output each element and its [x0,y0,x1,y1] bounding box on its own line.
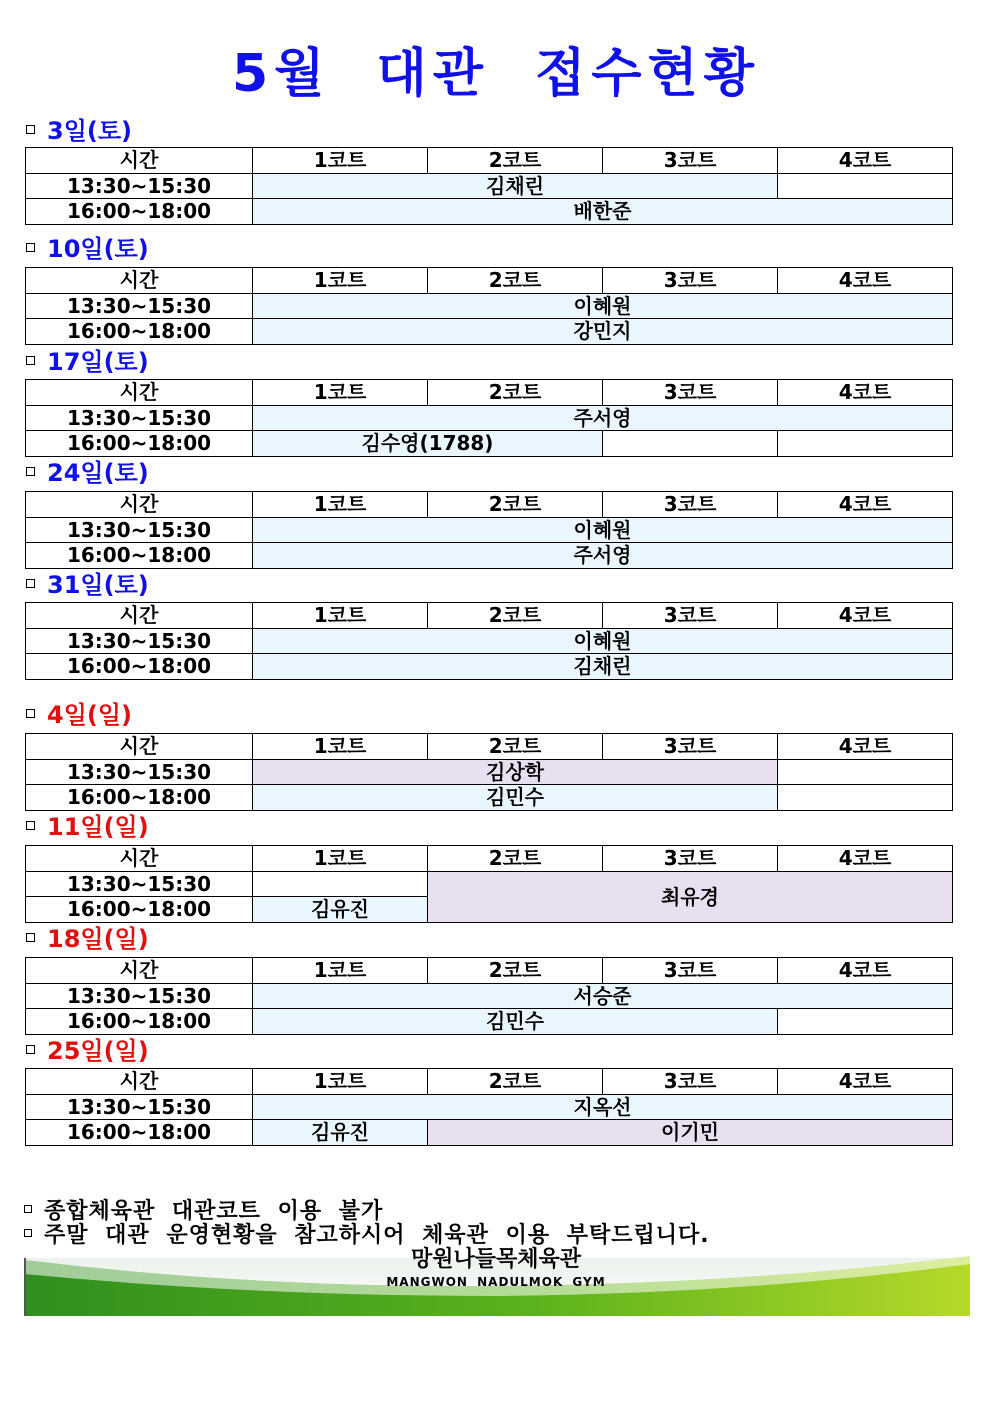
square-bullet-icon [26,1045,35,1054]
court-header: 4코트 [778,148,953,174]
booking-cell: 주서영 [253,543,953,569]
header-row [26,492,953,518]
time-slot: 13:30~15:30 [26,293,253,319]
day-heading [26,461,149,485]
table-row [26,319,953,345]
court-header: 1코트 [253,734,428,760]
square-bullet-icon [26,579,35,588]
court-header: 4코트 [778,492,953,518]
schedule-table [25,845,953,923]
day-heading [26,815,149,839]
square-bullet-icon [26,933,35,942]
court-header: 3코트 [603,734,778,760]
time-slot: 13:30~15:30 [26,517,253,543]
court-header: 1코트 [253,380,428,406]
time-slot: 13:30~15:30 [26,759,253,785]
booking-cell: 배한준 [253,199,953,225]
time-slot: 13:30~15:30 [26,405,253,431]
court-header: 4코트 [778,268,953,294]
time-header: 시간 [26,268,253,294]
time-slot: 16:00~18:00 [26,785,253,811]
table-row [26,1120,953,1146]
time-header: 시간 [26,846,253,872]
court-header: 2코트 [428,148,603,174]
empty-cell [253,871,428,897]
header-row [26,1069,953,1095]
booking-cell: 김채린 [253,173,778,199]
booking-cell: 지옥선 [253,1094,953,1120]
time-header: 시간 [26,380,253,406]
court-header: 3코트 [603,380,778,406]
court-header: 1코트 [253,1069,428,1095]
time-slot: 16:00~18:00 [26,897,253,923]
schedule-table [25,379,953,457]
court-header: 3코트 [603,603,778,629]
time-slot: 16:00~18:00 [26,1009,253,1035]
day-heading [26,237,149,261]
schedule-table [25,602,953,680]
day-heading [26,927,149,951]
square-bullet-icon [26,356,35,365]
court-header: 2코트 [428,380,603,406]
note-text: 주말 대관 운영현황을 참고하시어 체육관 이용 부탁드립니다. [44,1223,710,1248]
court-header: 3코트 [603,846,778,872]
table-row [26,199,953,225]
booking-cell: 김민수 [253,785,778,811]
time-slot: 16:00~18:00 [26,1120,253,1146]
court-header: 3코트 [603,1069,778,1095]
day-label: 17일(토) [47,348,149,376]
empty-cell [778,785,953,811]
court-header: 3코트 [603,148,778,174]
court-header: 2코트 [428,268,603,294]
day-label: 3일(토) [47,117,133,145]
table-row [26,431,953,457]
square-bullet-icon [26,467,35,476]
court-header: 4코트 [778,734,953,760]
time-slot: 16:00~18:00 [26,431,253,457]
schedule-table [25,147,953,225]
time-slot: 13:30~15:30 [26,1094,253,1120]
court-header: 2코트 [428,846,603,872]
court-header: 4코트 [778,603,953,629]
schedule-table [25,1068,953,1146]
schedule-table [25,267,953,345]
table-row [26,1009,953,1035]
note-text: 종합체육관 대관코트 이용 불가 [44,1199,384,1224]
header-row [26,603,953,629]
court-header: 1코트 [253,846,428,872]
header-row [26,734,953,760]
square-bullet-icon [26,125,35,134]
header-row [26,846,953,872]
table-row [26,173,953,199]
court-header: 3코트 [603,492,778,518]
day-label: 24일(토) [47,459,149,487]
square-bullet-icon [24,1205,32,1213]
booking-cell: 김수영(1788) [253,431,603,457]
court-header: 4코트 [778,1069,953,1095]
time-slot: 16:00~18:00 [26,199,253,225]
table-row [26,543,953,569]
court-header: 1코트 [253,958,428,984]
square-bullet-icon [24,1229,32,1237]
table-row [26,517,953,543]
schedule-table [25,733,953,811]
court-header: 4코트 [778,846,953,872]
day-heading [26,703,132,727]
time-slot: 16:00~18:00 [26,543,253,569]
time-slot: 13:30~15:30 [26,983,253,1009]
gym-english-name: MANGWON NADULMOK GYM [386,1275,606,1289]
booking-cell: 김채린 [253,654,953,680]
square-bullet-icon [26,709,35,718]
table-row [26,871,953,897]
booking-cell: 김상학 [253,759,778,785]
notes [24,1200,710,1248]
booking-cell: 이혜원 [253,628,953,654]
time-header: 시간 [26,148,253,174]
time-slot: 13:30~15:30 [26,871,253,897]
schedule-table [25,957,953,1035]
day-heading [26,119,132,143]
booking-cell: 주서영 [253,405,953,431]
time-header: 시간 [26,734,253,760]
booking-cell: 최유경 [428,871,953,922]
header-row [26,148,953,174]
court-header: 3코트 [603,958,778,984]
square-bullet-icon [26,243,35,252]
court-header: 1코트 [253,148,428,174]
court-header: 2코트 [428,958,603,984]
court-header: 2코트 [428,603,603,629]
table-row [26,785,953,811]
time-slot: 13:30~15:30 [26,173,253,199]
note-item [24,1200,710,1224]
time-header: 시간 [26,492,253,518]
header-row [26,958,953,984]
court-header: 4코트 [778,380,953,406]
court-header: 2코트 [428,1069,603,1095]
booking-cell: 서승준 [253,983,953,1009]
table-row [26,654,953,680]
court-header: 2코트 [428,734,603,760]
time-slot: 16:00~18:00 [26,319,253,345]
booking-cell: 이혜원 [253,293,953,319]
court-header: 3코트 [603,268,778,294]
day-heading [26,350,149,374]
header-row [26,268,953,294]
day-label: 10일(토) [47,235,149,263]
table-row [26,1094,953,1120]
booking-cell: 이혜원 [253,517,953,543]
page-title: 5월 대관 접수현황 [231,44,760,104]
court-header: 1코트 [253,603,428,629]
empty-cell [778,759,953,785]
booking-cell: 김유진 [253,1120,428,1146]
time-header: 시간 [26,1069,253,1095]
time-header: 시간 [26,958,253,984]
schedule-table [25,491,953,569]
table-row [26,405,953,431]
day-label: 18일(일) [47,925,149,953]
header-row [26,380,953,406]
booking-cell: 김유진 [253,897,428,923]
empty-cell [778,1009,953,1035]
empty-cell [603,431,778,457]
court-header: 1코트 [253,492,428,518]
note-item [24,1224,710,1248]
table-row [26,983,953,1009]
booking-cell: 김민수 [253,1009,778,1035]
gym-name: 망원나들목체육관 [410,1247,582,1272]
time-slot: 13:30~15:30 [26,628,253,654]
day-heading [26,1039,149,1063]
table-row [26,293,953,319]
empty-cell [778,431,953,457]
day-label: 31일(토) [47,571,149,599]
time-slot: 16:00~18:00 [26,654,253,680]
booking-cell: 이기민 [428,1120,953,1146]
empty-cell [778,173,953,199]
day-label: 4일(일) [47,701,133,729]
court-header: 2코트 [428,492,603,518]
table-row [26,628,953,654]
square-bullet-icon [26,821,35,830]
day-heading [26,573,149,597]
court-header: 4코트 [778,958,953,984]
time-header: 시간 [26,603,253,629]
table-row [26,759,953,785]
day-label: 11일(일) [47,813,149,841]
court-header: 1코트 [253,268,428,294]
day-label: 25일(일) [47,1037,149,1065]
booking-cell: 강민지 [253,319,953,345]
